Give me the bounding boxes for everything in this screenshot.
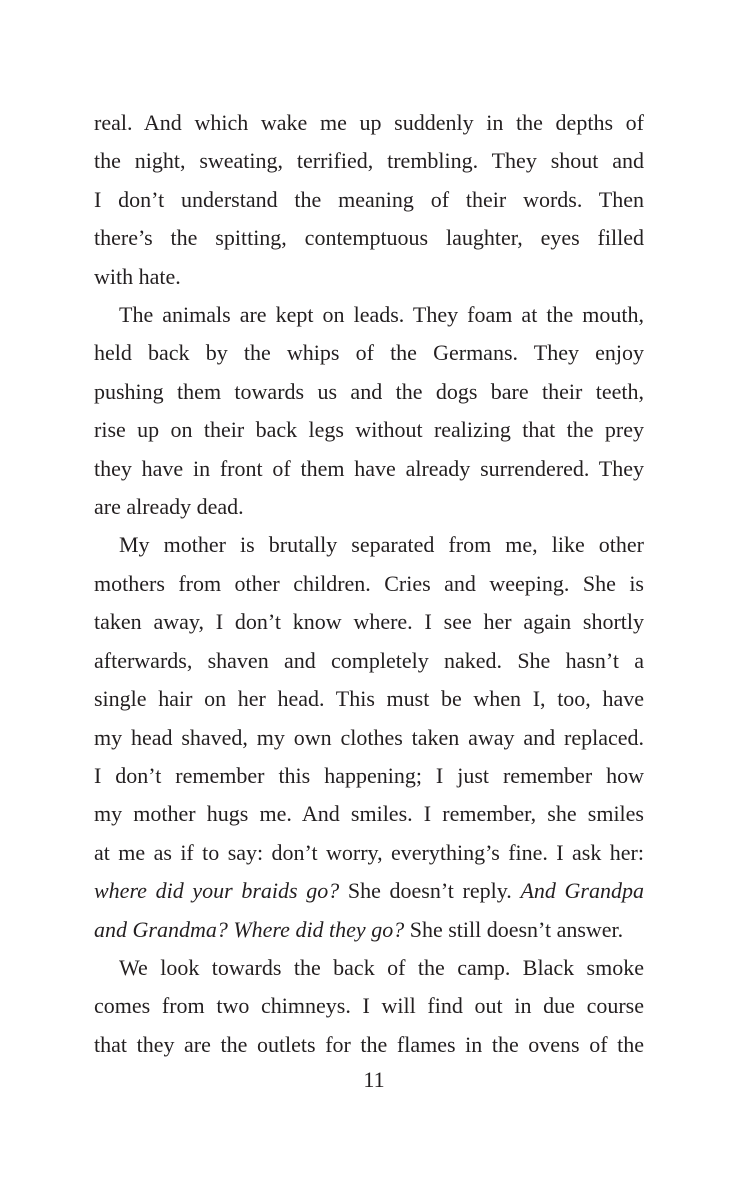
paragraph-1 [94,104,644,296]
italic-question: And Grandpa [520,878,644,904]
text-line: they have in front of them have already surrendered. They [94,455,644,481]
text-line: My mother is brutally separated from me, like other [119,532,644,558]
text-line: held back by the whips of the Germans. They enjoy [94,340,644,366]
text-line: taken away, I don’t know where. I see her again shortly [94,609,644,635]
text-line: real. And which wake me up suddenly in the depths of [94,110,644,135]
text-line: with hate. [94,263,181,289]
paragraph-2 [94,296,644,526]
roman-text: She still doesn’t answer. [404,916,624,942]
body-text [94,104,644,1064]
italic-question: and Grandma? Where did they go? [94,916,405,942]
text-line: single hair on her head. This must be when I, too, have [94,686,644,712]
text-line: that they are the outlets for the flames in the ovens of the [94,1031,644,1057]
text-line: at me as if to say: don’t worry, everything’s fine. I ask her: [94,839,644,865]
page-number: 11 [363,1067,385,1092]
text-line: afterwards, shaven and completely naked. She hasn’t a [94,647,644,673]
text-line: my mother hugs me. And smiles. I remember, she smiles [94,801,644,827]
text-line: comes from two chimneys. I will find out in due course [94,993,644,1019]
text-line: The animals are kept on leads. They foam at the mouth, [119,302,644,328]
text-line-mixed [94,911,644,949]
text-line: mothers from other children. Cries and weeping. She is [94,570,644,596]
text-line: I don’t understand the meaning of their words. Then [94,186,644,212]
roman-text: She doesn’t reply. [339,878,521,904]
italic-question: where did your braids go? [94,878,340,904]
text-line: I don’t remember this happening; I just remember how [94,762,644,788]
text-line: my head shaved, my own clothes taken away and replaced. [94,724,644,750]
text-line: there’s the spitting, contemptuous laughter, eyes filled [94,225,644,251]
paragraph-4 [94,949,644,1064]
text-line-mixed [94,872,644,910]
text-line: rise up on their back legs without realizing that the prey [94,417,644,443]
paragraph-3 [94,526,644,948]
text-line: We look towards the back of the camp. Black smoke [119,954,644,980]
text-line: the night, sweating, terrified, trembling. They shout and [94,148,644,174]
text-line: are already dead. [94,494,244,520]
text-line: pushing them towards us and the dogs bare their teeth, [94,378,644,404]
